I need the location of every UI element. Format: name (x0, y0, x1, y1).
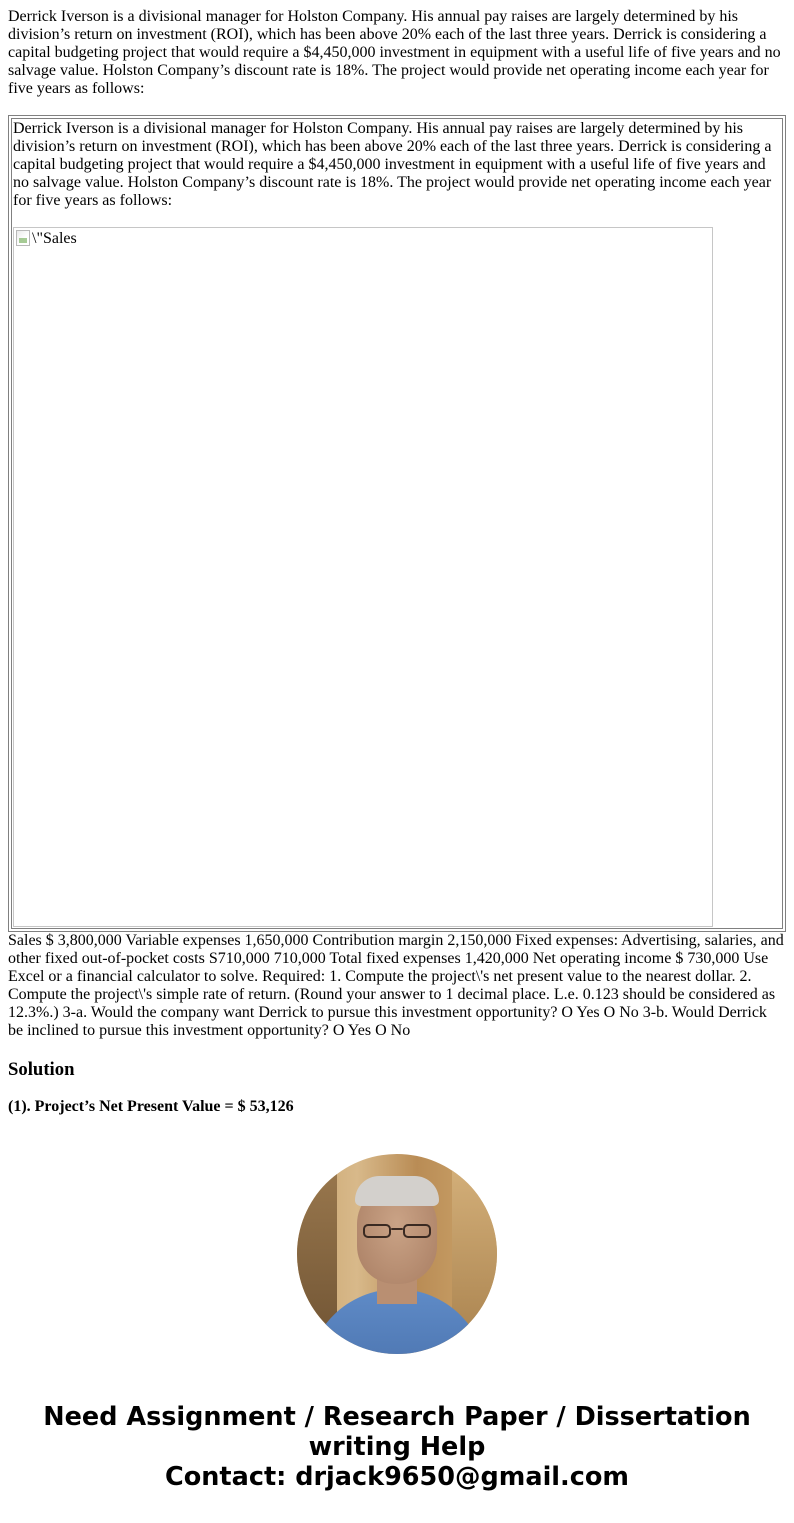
question-text: Sales $ 3,800,000 Variable expenses 1,650,000 Contribution margin 2,150,000 Fixed expenses: Advertising, salaries, and other fixed out-of-pocket costs S710,000 710,000 Total fixed expenses 1,420,000 Net operating income $ 730,000 Use Excel or a financial calculator to solve. Required: 1. Compute the project\'s net present value to the nearest dollar. 2. Compute the project\'s simple rate of return. (Round your answer to 1 decimal place. L.e. 0.123 should be considered as 12.3%.) 3-a. Would the company want Derrick to pursue this investment opportunity? O Yes O No 3-b. Would Derrick be inclined to pursue this investment opportunity? O Yes O No (8, 932, 784, 1039)
help-offer-text: Need Assignment / Research Paper / Dissertation writing Help (43, 1402, 751, 1462)
embedded-question-text: Derrick Iverson is a divisional manager for Holston Company. His annual pay raises are largely determined by his division’s return on investment (ROI), which has been above 20% each of the last three years. Derrick is considering a capital budgeting project that would require a $4,450,000 investment in equipment with a useful life of five years and no salvage value. Holston Company’s discount rate is 18%. The project would provide net operating income each year for five years as follows: (13, 120, 772, 209)
broken-image (13, 227, 713, 927)
solution-answer: (1). Project’s Net Present Value = $ 53,126 (8, 1098, 294, 1115)
embedded-question-table (8, 115, 786, 932)
avatar (297, 1154, 497, 1354)
solution-heading: Solution (8, 1059, 75, 1080)
intro-paragraph: Derrick Iverson is a divisional manager for Holston Company. His annual pay raises are largely determined by his division’s return on investment (ROI), which has been above 20% each of the last three years. Derrick is considering a capital budgeting project that would require a $4,450,000 investment in equipment with a useful life of five years and no salvage value. Holston Company’s discount rate is 18%. The project would provide net operating income each year for five years as follows: (8, 8, 781, 97)
help-contact-banner (8, 1402, 786, 1492)
broken-image-icon (16, 230, 30, 246)
avatar-container (8, 1154, 786, 1354)
contact-email: Contact: drjack9650@gmail.com (165, 1462, 629, 1492)
embedded-question-cell (11, 118, 783, 929)
broken-image-alt-text: \"Sales (32, 230, 77, 247)
